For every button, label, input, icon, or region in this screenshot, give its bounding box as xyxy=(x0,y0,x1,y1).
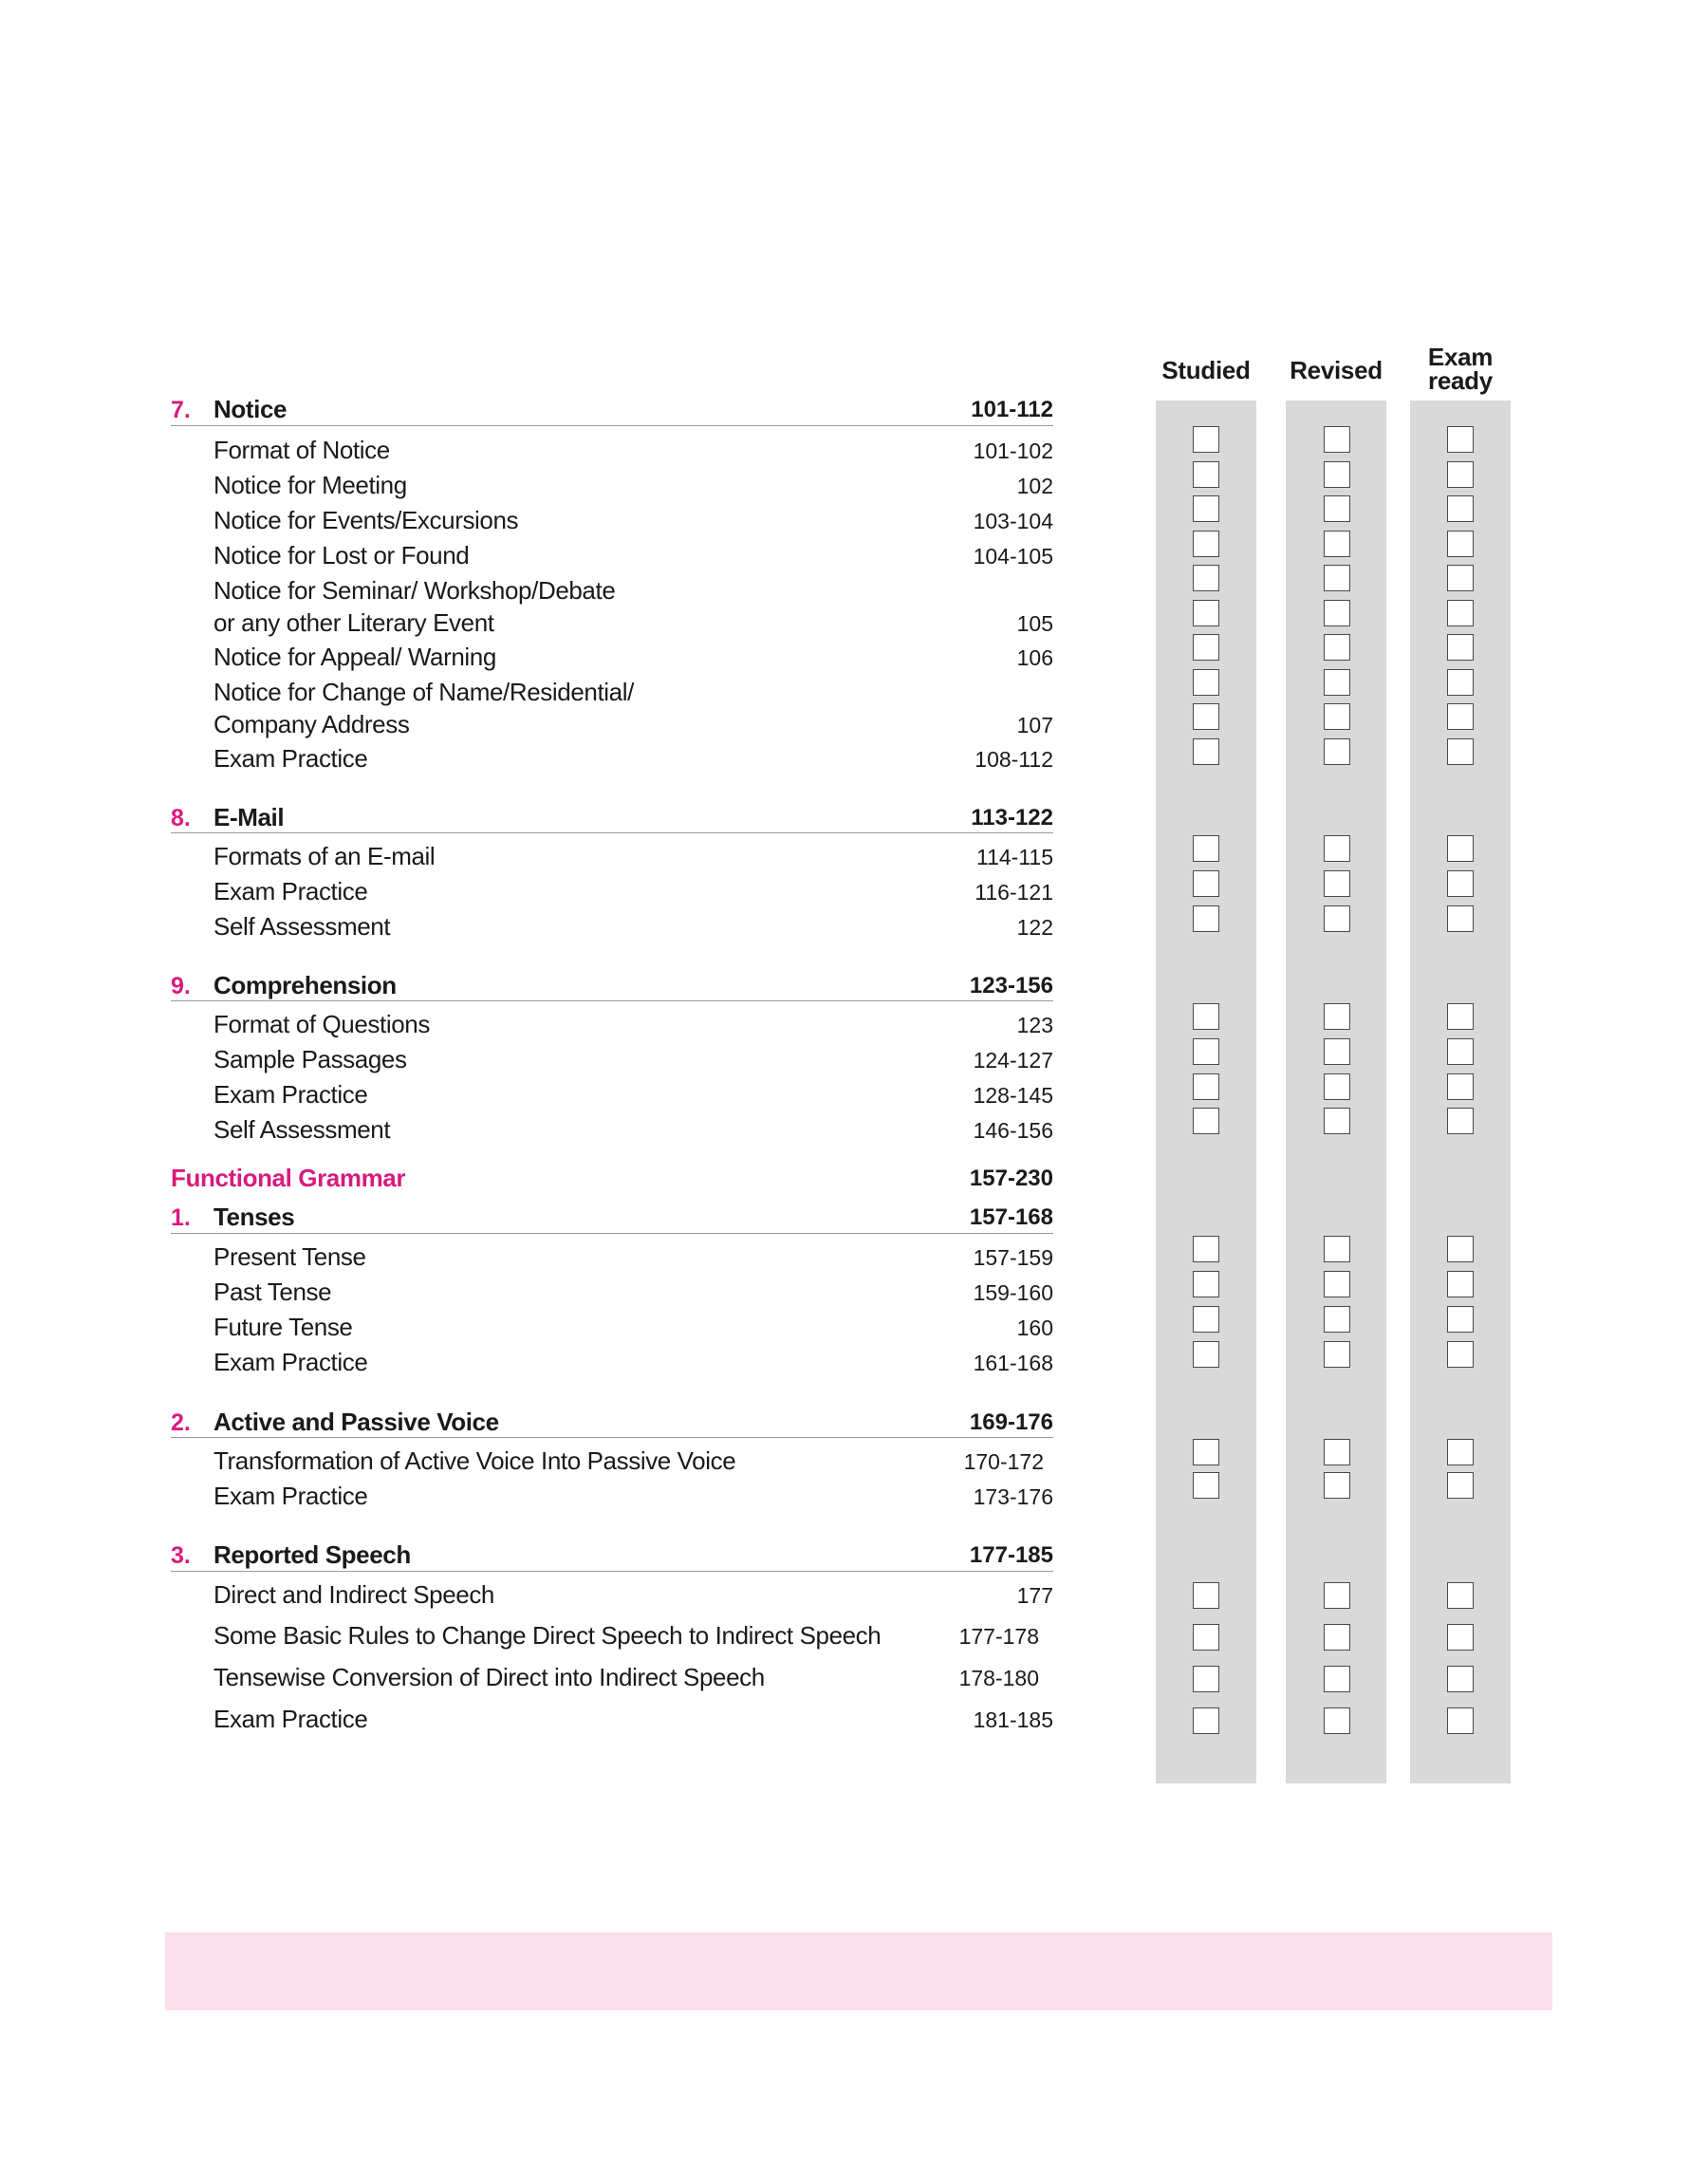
revised-checkbox[interactable] xyxy=(1324,703,1350,730)
topic-pages: 170-172 xyxy=(963,1449,1044,1474)
topic-pages: 106 xyxy=(1016,645,1053,670)
exam-ready-checkbox[interactable] xyxy=(1447,1073,1474,1100)
topic-pages: 114-115 xyxy=(976,845,1053,869)
studied-checkbox[interactable] xyxy=(1193,669,1219,696)
chapter-title: Notice xyxy=(214,395,288,423)
chapter-title: Reported Speech xyxy=(214,1540,411,1569)
studied-checkbox[interactable] xyxy=(1193,461,1219,488)
topic-pages: 116-121 xyxy=(975,880,1053,905)
topic-title: Exam Practice xyxy=(214,877,368,905)
studied-checkbox[interactable] xyxy=(1193,426,1219,453)
revised-checkbox[interactable] xyxy=(1324,565,1350,591)
topic-pages: 161-168 xyxy=(973,1351,1053,1375)
chapter-divider xyxy=(171,832,1053,833)
topic-title: Formats of an E-mail xyxy=(214,842,436,870)
topic-pages: 124-127 xyxy=(973,1048,1053,1073)
studied-checkbox[interactable] xyxy=(1193,634,1219,661)
topic-pages: 103-104 xyxy=(973,509,1053,533)
chapter-pages: 169-176 xyxy=(969,1409,1053,1435)
chapter-divider xyxy=(171,1437,1053,1438)
exam-ready-checkbox[interactable] xyxy=(1447,1582,1474,1609)
topic-title: Direct and Indirect Speech xyxy=(214,1580,494,1609)
exam-ready-checkbox[interactable] xyxy=(1447,835,1474,862)
topic-pages: 122 xyxy=(1016,915,1053,940)
chapter-pages: 157-168 xyxy=(969,1204,1053,1230)
revised-checkbox[interactable] xyxy=(1324,1271,1350,1297)
exam-ready-checkbox[interactable] xyxy=(1447,495,1474,522)
topic-title: Exam Practice xyxy=(214,744,368,773)
exam-ready-checkbox[interactable] xyxy=(1447,531,1474,557)
studied-checkbox[interactable] xyxy=(1193,531,1219,557)
topic-title: Format of Notice xyxy=(214,436,390,464)
chapter-number: 3. xyxy=(171,1542,191,1569)
exam-ready-checkbox[interactable] xyxy=(1447,703,1474,730)
exam-ready-header-line2: ready xyxy=(1428,366,1493,395)
revised-checkbox[interactable] xyxy=(1324,1108,1350,1134)
topic-title: Exam Practice xyxy=(214,1080,368,1109)
exam-ready-checkbox[interactable] xyxy=(1447,461,1474,488)
studied-checkbox[interactable] xyxy=(1193,870,1219,897)
chapter-number: 2. xyxy=(171,1409,191,1436)
topic-title: Notice for Meeting xyxy=(214,471,407,499)
topic-pages: 123 xyxy=(1016,1013,1053,1037)
studied-checkbox[interactable] xyxy=(1193,1472,1219,1499)
topic-pages: 181-185 xyxy=(973,1707,1053,1732)
footer-band xyxy=(165,1932,1552,2010)
chapter-pages: 123-156 xyxy=(969,973,1053,998)
exam-ready-checkbox[interactable] xyxy=(1447,1472,1474,1499)
studied-checkbox[interactable] xyxy=(1193,1306,1219,1333)
revised-checkbox[interactable] xyxy=(1324,1341,1350,1368)
exam-ready-checkbox[interactable] xyxy=(1447,1003,1474,1030)
revised-checkbox[interactable] xyxy=(1324,1306,1350,1333)
topic-title: Self Assessment xyxy=(214,1115,391,1144)
topic-pages: 146-156 xyxy=(973,1118,1053,1143)
topic-pages: 102 xyxy=(1016,474,1053,498)
topic-pages: 177-178 xyxy=(958,1624,1039,1649)
revised-checkbox[interactable] xyxy=(1324,870,1350,897)
exam-ready-checkbox[interactable] xyxy=(1447,1707,1474,1734)
topic-title: Self Assessment xyxy=(214,912,391,941)
revised-checkbox[interactable] xyxy=(1324,1707,1350,1734)
topic-title: Sample Passages xyxy=(214,1045,407,1073)
topic-title: Notice for Change of Name/Residential/ xyxy=(214,678,634,706)
studied-checkbox[interactable] xyxy=(1193,1582,1219,1609)
exam-ready-checkbox[interactable] xyxy=(1447,1666,1474,1692)
topic-title: Format of Questions xyxy=(214,1010,430,1038)
exam-ready-checkbox[interactable] xyxy=(1447,905,1474,932)
chapter-title: Active and Passive Voice xyxy=(214,1408,499,1436)
revised-checkbox[interactable] xyxy=(1324,1472,1350,1499)
topic-pages: 157-159 xyxy=(973,1245,1053,1270)
studied-checkbox[interactable] xyxy=(1193,1271,1219,1297)
topic-title-continued: or any other Literary Event xyxy=(214,608,494,637)
studied-checkbox[interactable] xyxy=(1193,905,1219,932)
studied-checkbox[interactable] xyxy=(1193,1003,1219,1030)
chapter-number: 7. xyxy=(171,397,191,423)
studied-checkbox[interactable] xyxy=(1193,703,1219,730)
studied-checkbox[interactable] xyxy=(1193,495,1219,522)
revised-checkbox[interactable] xyxy=(1324,600,1350,626)
exam-ready-checkbox[interactable] xyxy=(1447,870,1474,897)
chapter-divider xyxy=(171,1000,1053,1001)
exam-ready-checkbox[interactable] xyxy=(1447,1624,1474,1651)
chapter-divider xyxy=(171,1233,1053,1234)
studied-checkbox[interactable] xyxy=(1193,738,1219,765)
topic-title: Exam Practice xyxy=(214,1705,368,1733)
studied-checkbox[interactable] xyxy=(1193,1707,1219,1734)
exam-ready-checkbox[interactable] xyxy=(1447,1038,1474,1065)
topic-pages: 107 xyxy=(1016,713,1053,737)
section-group-title: Functional Grammar xyxy=(171,1164,406,1192)
exam-ready-checkbox[interactable] xyxy=(1447,738,1474,765)
chapter-pages: 101-112 xyxy=(971,397,1053,422)
topic-title: Present Tense xyxy=(214,1242,366,1271)
studied-checkbox[interactable] xyxy=(1193,1624,1219,1651)
revised-checkbox[interactable] xyxy=(1324,1439,1350,1465)
revised-checkbox[interactable] xyxy=(1324,461,1350,488)
topic-pages: 173-176 xyxy=(973,1484,1053,1509)
topic-title: Tensewise Conversion of Direct into Indirect Speech xyxy=(214,1663,765,1691)
studied-checkbox[interactable] xyxy=(1193,1073,1219,1100)
revised-checkbox[interactable] xyxy=(1324,1003,1350,1030)
chapter-title: E-Mail xyxy=(214,803,285,831)
revised-column-header: Revised xyxy=(1290,356,1383,384)
topic-pages: 101-102 xyxy=(973,438,1053,463)
topic-title: Future Tense xyxy=(214,1313,353,1341)
exam-ready-checkbox[interactable] xyxy=(1447,669,1474,696)
section-group-pages: 157-230 xyxy=(969,1166,1053,1191)
chapter-divider xyxy=(171,1571,1053,1572)
exam-ready-checkbox[interactable] xyxy=(1447,1439,1474,1465)
revised-checkbox[interactable] xyxy=(1324,1666,1350,1692)
topic-title: Transformation of Active Voice Into Passive Voice xyxy=(214,1446,736,1475)
exam-ready-checkbox[interactable] xyxy=(1447,426,1474,453)
topic-title: Notice for Lost or Found xyxy=(214,541,470,569)
studied-checkbox[interactable] xyxy=(1193,1038,1219,1065)
studied-checkbox[interactable] xyxy=(1193,565,1219,591)
revised-checkbox[interactable] xyxy=(1324,669,1350,696)
exam-ready-checkbox[interactable] xyxy=(1447,1236,1474,1262)
topic-title-continued: Company Address xyxy=(214,710,410,738)
revised-checkbox[interactable] xyxy=(1324,835,1350,862)
topic-title: Some Basic Rules to Change Direct Speech to Indirect Speech xyxy=(214,1621,882,1650)
chapter-number: 1. xyxy=(171,1204,191,1231)
exam-ready-checkbox[interactable] xyxy=(1447,565,1474,591)
exam-ready-checkbox[interactable] xyxy=(1447,600,1474,626)
revised-checkbox[interactable] xyxy=(1324,495,1350,522)
topic-title: Past Tense xyxy=(214,1278,332,1306)
topic-pages: 178-180 xyxy=(958,1666,1039,1690)
topic-pages: 128-145 xyxy=(973,1083,1053,1108)
revised-checkbox[interactable] xyxy=(1324,1038,1350,1065)
revised-checkbox[interactable] xyxy=(1324,1624,1350,1651)
chapter-divider xyxy=(171,425,1053,426)
topic-pages: 105 xyxy=(1016,611,1053,636)
studied-checkbox[interactable] xyxy=(1193,1439,1219,1465)
studied-checkbox[interactable] xyxy=(1193,1666,1219,1692)
topic-pages: 108-112 xyxy=(975,747,1053,772)
chapter-number: 8. xyxy=(171,805,191,831)
topic-title: Notice for Appeal/ Warning xyxy=(214,643,496,671)
studied-checkbox[interactable] xyxy=(1193,600,1219,626)
topic-pages: 104-105 xyxy=(973,544,1053,569)
revised-checkbox[interactable] xyxy=(1324,1582,1350,1609)
chapter-pages: 113-122 xyxy=(971,805,1053,830)
revised-checkbox[interactable] xyxy=(1324,1073,1350,1100)
exam-ready-checkbox[interactable] xyxy=(1447,1271,1474,1297)
topic-title: Notice for Seminar/ Workshop/Debate xyxy=(214,576,616,605)
revised-checkbox[interactable] xyxy=(1324,905,1350,932)
topic-pages: 177 xyxy=(1016,1583,1053,1608)
exam-ready-checkbox[interactable] xyxy=(1447,1341,1474,1368)
revised-checkbox[interactable] xyxy=(1324,1236,1350,1262)
topic-title: Exam Practice xyxy=(214,1482,368,1510)
studied-checkbox[interactable] xyxy=(1193,835,1219,862)
studied-checkbox[interactable] xyxy=(1193,1341,1219,1368)
studied-checkbox[interactable] xyxy=(1193,1108,1219,1134)
exam-ready-header-line1: Exam xyxy=(1427,343,1494,371)
chapter-title: Tenses xyxy=(214,1203,295,1231)
revised-checkbox[interactable] xyxy=(1324,738,1350,765)
exam-ready-checkbox[interactable] xyxy=(1447,634,1474,661)
chapter-title: Comprehension xyxy=(214,971,397,999)
topic-pages: 159-160 xyxy=(973,1280,1053,1305)
revised-checkbox[interactable] xyxy=(1324,426,1350,453)
exam-ready-checkbox[interactable] xyxy=(1447,1108,1474,1134)
topic-title: Exam Practice xyxy=(214,1348,368,1376)
revised-checkbox[interactable] xyxy=(1324,531,1350,557)
topic-pages: 160 xyxy=(1016,1315,1053,1340)
topic-title: Notice for Events/Excursions xyxy=(214,506,519,534)
revised-checkbox[interactable] xyxy=(1324,634,1350,661)
exam-ready-checkbox[interactable] xyxy=(1447,1306,1474,1333)
studied-checkbox[interactable] xyxy=(1193,1236,1219,1262)
chapter-number: 9. xyxy=(171,973,191,999)
exam-ready-column-header xyxy=(1401,345,1520,393)
studied-column-header: Studied xyxy=(1161,356,1251,384)
chapter-pages: 177-185 xyxy=(969,1542,1053,1568)
